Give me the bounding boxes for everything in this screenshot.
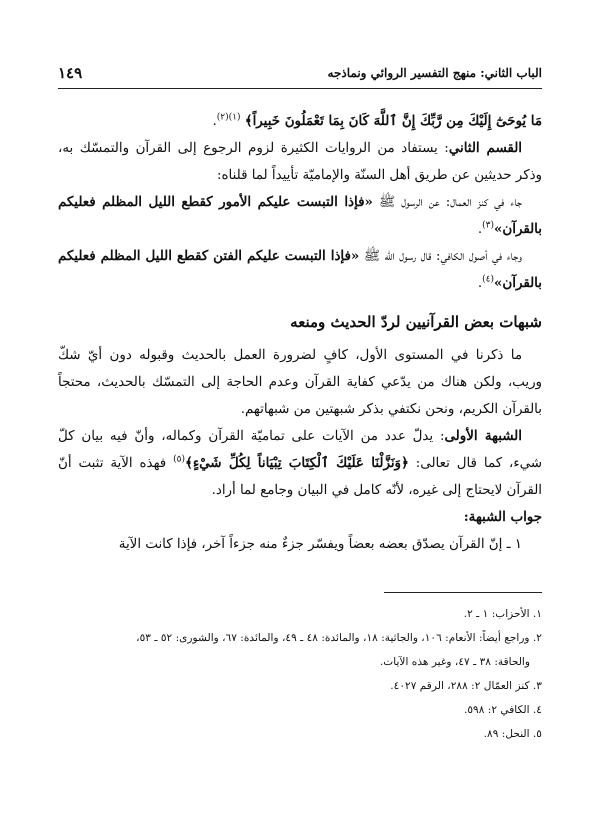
section-heading: شبهات بعض القرآنيين لردّ الحديث ومنعه <box>290 313 542 331</box>
reply-point-one: ١ ـ إنّ القرآن يصدّق بعضه بعضاً ويفسّر جزءٌ منه جزءاً آخر، فإذا كانت الآية <box>118 537 522 552</box>
footnote-divider <box>384 592 542 593</box>
footnote-5: ٥. النحل: ٨٩. <box>483 728 542 740</box>
footnote-marker: (٤) <box>482 274 495 285</box>
footnote-3: ٣. كنز العمّال ٢: ٢٨٨، الرقم ٤٠٢٧. <box>390 680 542 692</box>
shubha-one-text-a: : يدلّ عدد من الآيات على تماميّة القرآن وكماله، وأنّ فيه بيان كلّ شيء، كما قال تعالى: <box>58 429 542 471</box>
shubha-one-text-b: فهذه الآية تثبت أنّ القرآن لايحتاج إلى غيره، لأنّه كامل في البيان وجامع لما أراد. <box>58 456 542 498</box>
footnote-marker: (٥) <box>173 454 185 465</box>
footnote-marker: (٣) <box>482 220 495 231</box>
paragraph-kafi: وجاء في أصول الكافي: قال رسول الله ﷺ «فإذا التبست عليكم الفتن كقطع الليل المظلم فعليكم بالقرآن»$^{(٤)}$. <box>58 248 542 291</box>
kafi-intro: وجاء في أصول الكافي: قال رسول الله ﷺ <box>359 249 522 264</box>
paragraph-intro: ما ذكرنا في المستوى الأول، كافٍ لضرورة العمل بالحديث وقبوله دون أيّ شكّ وريب، ولكن هناك من يدّعي كفاية القرآن وعدم الحاجة إلى التمسّك بالحديث، محتجاً بالقرآن الكريم، ونحن نكتفي بذكر شبهتين من شبهاتهم. <box>58 348 542 417</box>
quran-verse: ﴿وَنَزَّلْنَا عَلَيْكَ ٱلْكِتَابَ تِبْيَاناً لِكُلِّ شَيْءٍ﴾ <box>184 455 409 471</box>
kanz-hadith: «فإذا التبست عليكم الأمور كقطع الليل المظلم فعليكم بالقرآن» <box>58 194 542 237</box>
quran-verse: مَا يُوحَىٰٓ إِلَيْكَ مِن رَّبِّكَ إِنَّ ٱللَّهَ كَانَ بِمَا تَعْمَلُونَ خَبِيراً﴾ <box>244 113 542 129</box>
main-text <box>58 108 542 558</box>
paragraph-shubha-one <box>58 423 542 504</box>
page-header <box>58 62 542 89</box>
footnote-2-line-2: والحاقة: ٣٨ ـ ٤٧، وغير هذه الآيات. <box>379 656 530 668</box>
kanz-intro: جاء في كنز العمال: عن الرسول ﷺ <box>372 195 522 210</box>
footnote-2-line-1: ٢. وراجع أيضاً: الأنعام: ١٠٦، والجاثية: ١٨، والمائدة: ٤٨ ـ ٤٩، والمائدة: ٦٧، والشورى: ٥٢ ـ ٥٣، <box>136 632 542 644</box>
footnotes <box>58 602 542 746</box>
shubha-one-label: الشبهة الأولى <box>444 428 522 444</box>
page-number: ١٤٩ <box>58 64 83 82</box>
part-two-text: : يستفاد من الروايات الكثيرة لزوم الرجوع إلى القرآن والتمسّك به، وذكر حديثين عن طريق أهل السنّة والإماميّة تأييداً لما قلناه: <box>58 141 542 183</box>
running-title: الباب الثاني: منهج التفسير الروائي ونماذجه <box>327 66 542 80</box>
paragraph-kanz: جاء في كنز العمال: عن الرسول ﷺ «فإذا التبست عليكم الأمور كقطع الليل المظلم فعليكم بالقرآن»$^{(٣)}$. <box>58 194 542 237</box>
verse-continuation: مَا يُوحَىٰٓ إِلَيْكَ مِن رَّبِّكَ إِنَّ ٱللَّهَ كَانَ بِمَا تَعْمَلُونَ خَبِيراً﴾ $^{(١)(٢)}$. <box>212 112 542 129</box>
reply-heading: جواب الشبهة: <box>463 509 542 525</box>
paragraph-part-two <box>58 135 542 189</box>
footnote-4: ٤. الكافي ٢: ٥٩٨. <box>463 704 542 716</box>
footnote-marker: (١)(٢) <box>216 112 241 123</box>
footnote-1: ١. الأحزاب: ١ ـ ٢. <box>463 608 542 620</box>
kafi-hadith: «فإذا التبست عليكم الفتن كقطع الليل المظلم فعليكم بالقرآن» <box>58 248 542 291</box>
part-two-label: القسم الثاني <box>448 140 522 156</box>
